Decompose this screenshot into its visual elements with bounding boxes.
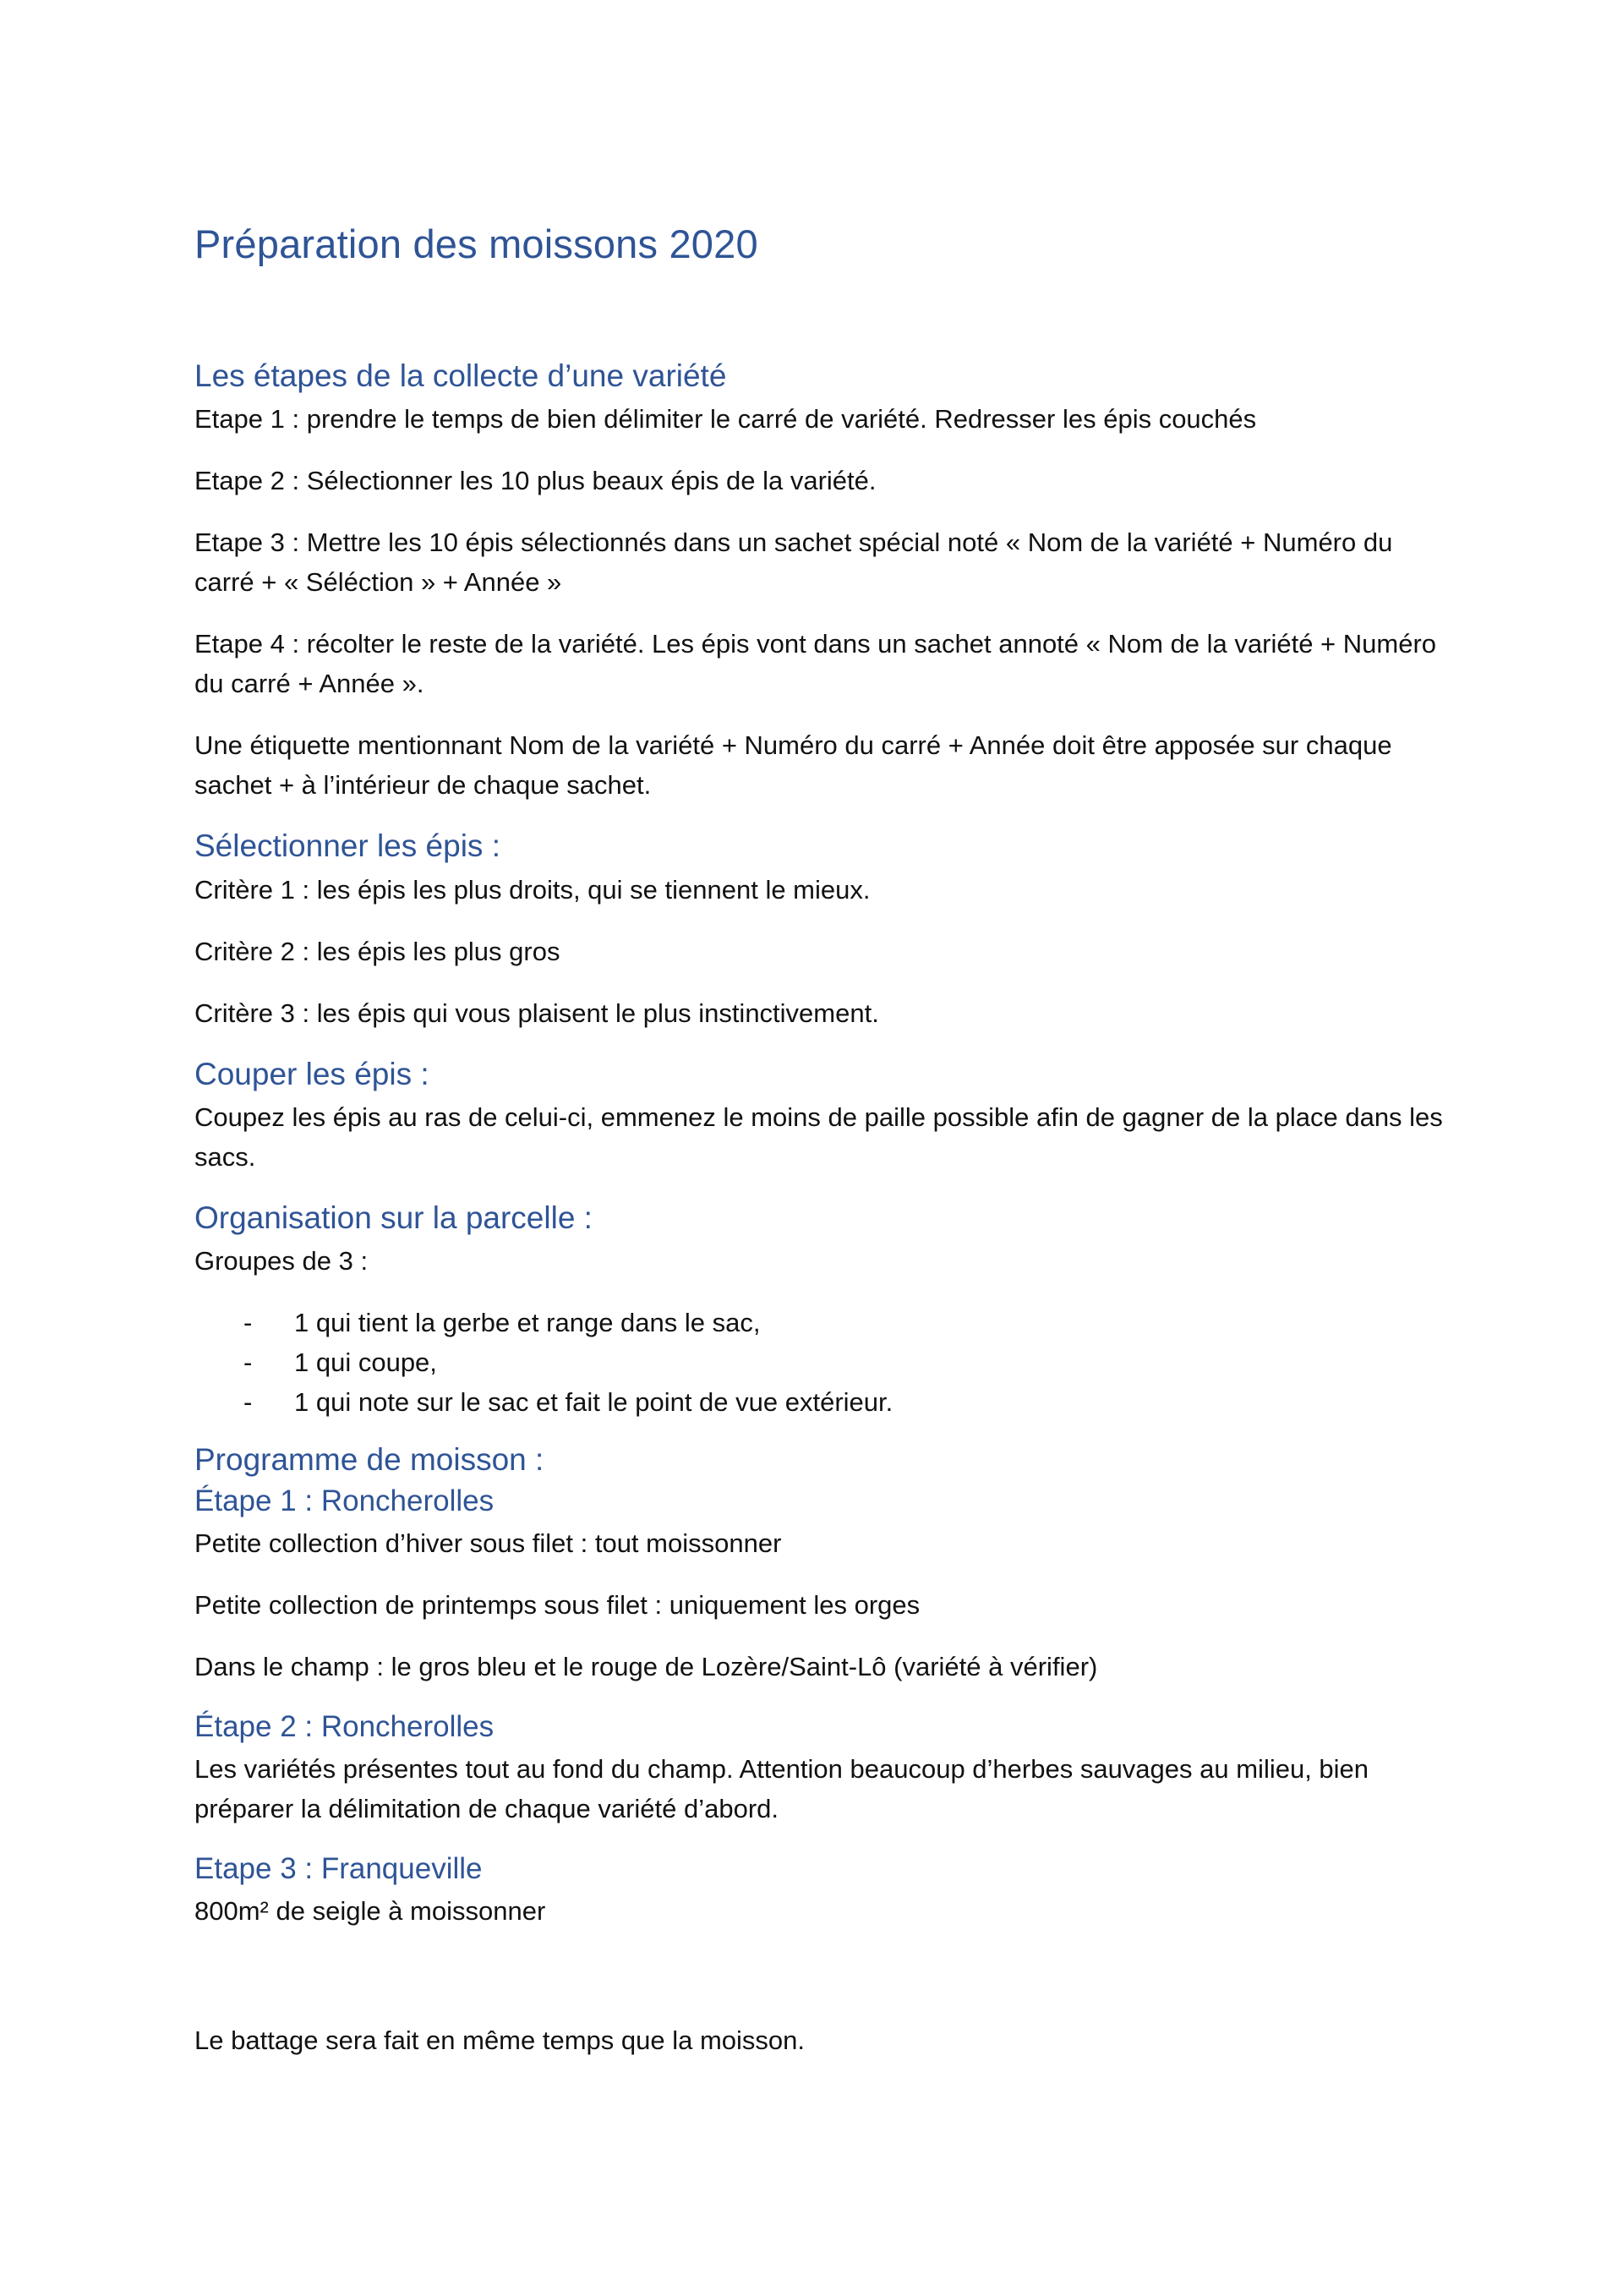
list-item <box>194 1303 1445 1342</box>
section-cut-ears <box>194 1055 1445 1177</box>
section-heading: Couper les épis : <box>194 1056 429 1091</box>
paragraph: Etape 4 : récolter le reste de la variété. Les épis vont dans un sachet annoté « Nom de la variété + Numéro du carré + Année ». <box>194 629 1437 699</box>
step-heading: Etape 3 : Franqueville <box>194 1851 483 1885</box>
list-item <box>194 1382 1445 1422</box>
step-heading: Étape 1 : Roncherolles <box>194 1484 495 1518</box>
paragraph: Critère 3 : les épis qui vous plaisent le plus instinctivement. <box>194 998 879 1028</box>
list-bullet: - <box>243 1348 253 1378</box>
paragraph: Une étiquette mentionnant Nom de la variété + Numéro du carré + Année doit être apposée sur chaque sachet + à l’intérieur de chaque sachet. <box>194 730 1392 801</box>
document-page <box>194 221 1445 2082</box>
paragraph: Petite collection d’hiver sous filet : tout moissonner <box>194 1528 782 1559</box>
list-item-text: 1 qui note sur le sac et fait le point de vue extérieur. <box>294 1387 893 1418</box>
paragraph: Les variétés présentes tout au fond du champ. Attention beaucoup d’herbes sauvages au milieu, bien préparer la délimitation de chaque variété d’abord. <box>194 1753 1369 1823</box>
list-item <box>194 1342 1445 1382</box>
list-bullet: - <box>243 1308 253 1338</box>
paragraph: Petite collection de printemps sous filet : uniquement les orges <box>194 1590 921 1621</box>
paragraph: Etape 2 : Sélectionner les 10 plus beaux épis de la variété. <box>194 466 877 496</box>
section-select-ears <box>194 827 1445 1032</box>
section-organisation <box>194 1199 1445 1422</box>
section-heading: Organisation sur la parcelle : <box>194 1200 593 1235</box>
step-heading: Étape 2 : Roncherolles <box>194 1710 495 1744</box>
section-heading: Les étapes de la collecte d’une variété <box>194 358 727 394</box>
section-harvest-programme <box>194 1440 1445 1931</box>
paragraph: Critère 1 : les épis les plus droits, qui se tiennent le mieux. <box>194 874 871 905</box>
paragraph: Groupes de 3 : <box>194 1246 369 1276</box>
paragraph: Etape 1 : prendre le temps de bien délimiter le carré de variété. Redresser les épis couchés <box>194 404 1257 435</box>
list-item-text: 1 qui coupe, <box>294 1348 437 1378</box>
role-list <box>194 1303 1445 1422</box>
spacer <box>194 1953 1445 2020</box>
list-bullet: - <box>243 1387 253 1418</box>
paragraph: Critère 2 : les épis les plus gros <box>194 936 560 966</box>
paragraph: Dans le champ : le gros bleu et le rouge de Lozère/Saint-Lô (variété à vérifier) <box>194 1652 1098 1682</box>
paragraph: 800m² de seigle à moissonner <box>194 1895 546 1926</box>
paragraph: Etape 3 : Mettre les 10 épis sélectionnés dans un sachet spécial noté « Nom de la variété + Numéro du carré + « Séléction » + Année » <box>194 528 1393 598</box>
page-title: Préparation des moissons 2020 <box>194 221 758 266</box>
section-heading: Programme de moisson : <box>194 1442 544 1478</box>
closing-paragraph: Le battage sera fait en même temps que la moisson. <box>194 2025 806 2055</box>
list-item-text: 1 qui tient la gerbe et range dans le sac, <box>294 1308 761 1338</box>
section-collection-steps <box>194 357 1445 805</box>
section-heading: Sélectionner les épis : <box>194 828 500 864</box>
paragraph: Coupez les épis au ras de celui-ci, emmenez le moins de paille possible afin de gagner de la place dans les sacs. <box>194 1102 1443 1172</box>
